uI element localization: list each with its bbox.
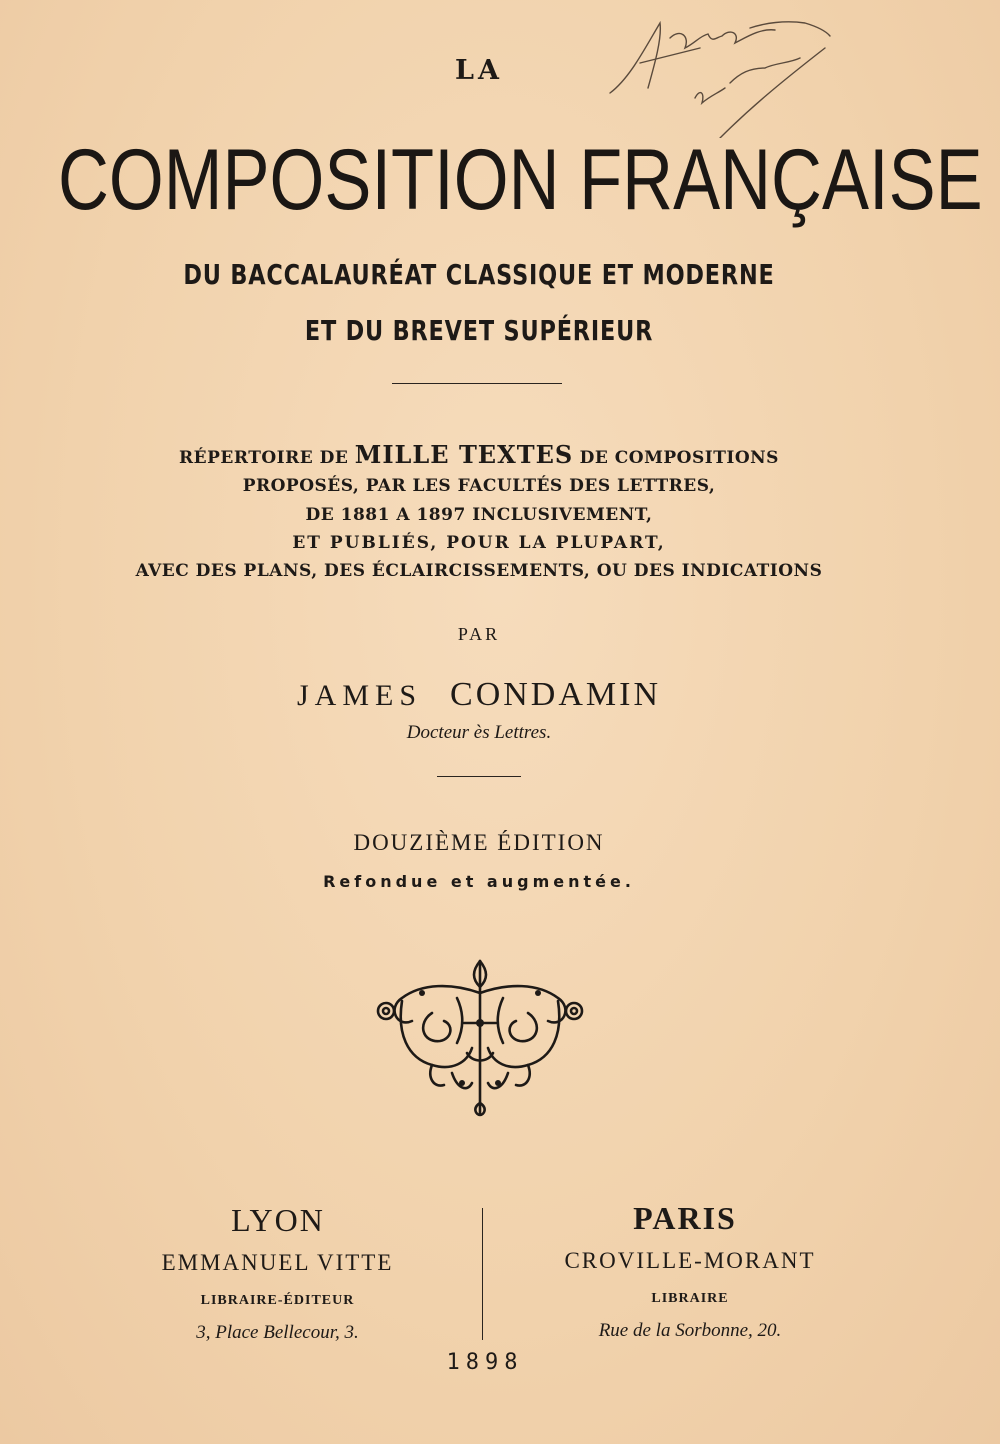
publisher-divider (482, 1208, 483, 1340)
divider-rule-middle (437, 776, 521, 777)
author-credential: Docteur ès Lettres. (406, 722, 552, 743)
author-last-name: CONDAMIN (450, 676, 662, 713)
description-line-1 (0, 440, 958, 469)
fleuron-ornament-icon (372, 953, 588, 1118)
description-pre: RÉPERTOIRE DE (179, 448, 349, 468)
title-article: LA (455, 55, 503, 86)
edition-label: DOUZIÈME ÉDITION (353, 830, 605, 855)
edition-note: Refondue et augmentée. (323, 872, 635, 891)
author-name (0, 676, 958, 714)
subtitle-line-1: DU BACCALAURÉAT CLASSIQUE ET MODERNE (183, 258, 775, 291)
lyon-city: LYON (231, 1202, 325, 1238)
lyon-publisher-role: LIBRAIRE-ÉDITEUR (200, 1293, 355, 1308)
by-label: PAR (457, 624, 501, 644)
description-line-2: PROPOSÉS, PAR LES FACULTÉS DES LETTRES, (242, 476, 716, 496)
publication-year: 1898 (446, 1350, 524, 1375)
paris-address: Rue de la Sorbonne, 20. (598, 1320, 782, 1341)
lyon-publisher-name: EMMANUEL VITTE (161, 1250, 394, 1275)
paris-city: PARIS (633, 1200, 737, 1236)
paris-publisher-role: LIBRAIRE (651, 1291, 729, 1306)
description-emphasis: MILLE TEXTES (354, 440, 574, 469)
lyon-address: 3, Place Bellecour, 3. (196, 1322, 359, 1343)
author-first-name: JAMES (296, 679, 423, 712)
description-line-5: AVEC DES PLANS, DES ÉCLAIRCISSEMENTS, OU DES INDICATIONS (135, 561, 823, 581)
divider-rule-top (392, 383, 562, 384)
description-line-3: DE 1881 A 1897 INCLUSIVEMENT, (305, 505, 653, 525)
subtitle-line-2: ET DU BREVET SUPÉRIEUR (304, 314, 654, 347)
description-line-4: ET PUBLIÉS, POUR LA PLUPART, (292, 533, 666, 553)
description-post: DE COMPOSITIONS (579, 448, 779, 468)
main-title: COMPOSITION FRANÇAISE (58, 132, 983, 228)
paris-publisher-name: CROVILLE-MORANT (564, 1248, 816, 1273)
